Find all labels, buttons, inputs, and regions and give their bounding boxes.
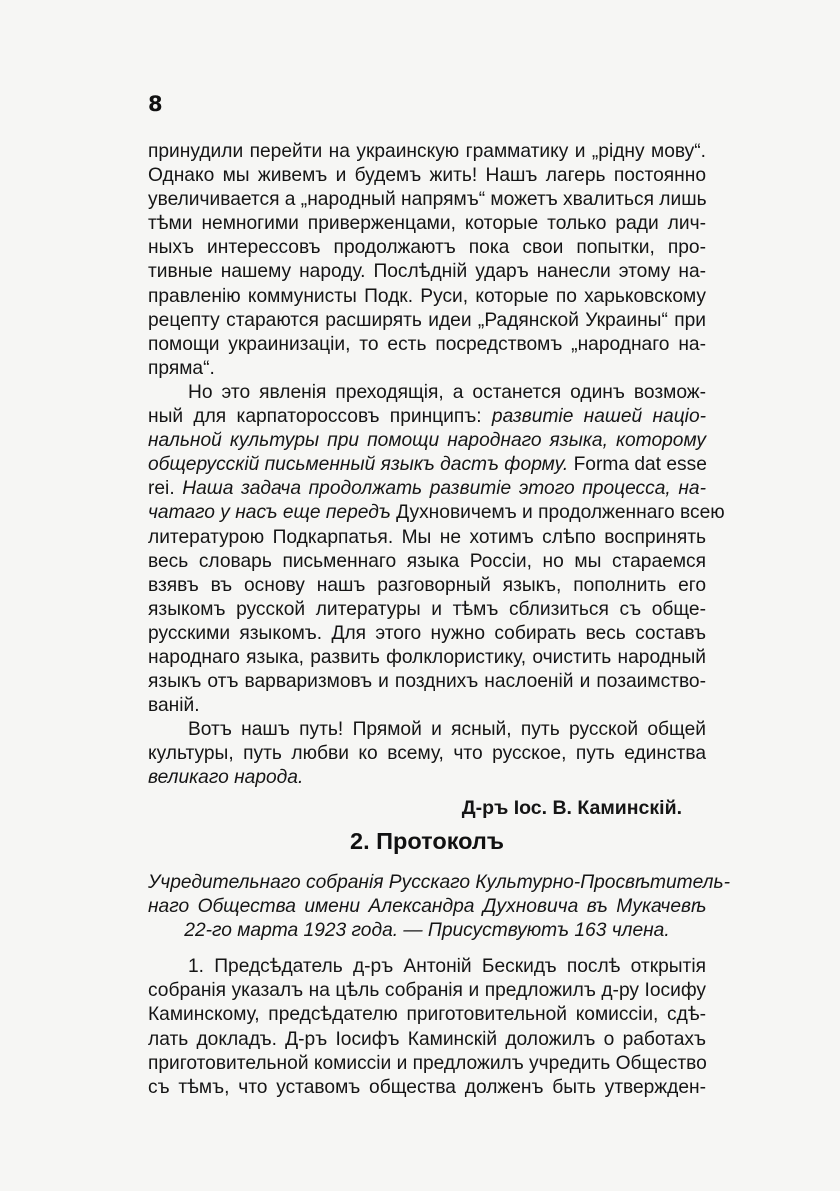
text-line: ваній. — [148, 695, 200, 717]
text-line — [148, 453, 706, 477]
italic-span: общерусскій письменный языкъ дастъ форму. — [148, 454, 569, 476]
text-line: Однако мы живемъ и будемъ жить! Нашъ лагерь постоянно — [148, 165, 706, 187]
text-line: рецепту стараются расширять идеи „Радянской Украины“ при — [148, 309, 706, 331]
italic-span: чатаго у насъ еще передъ — [148, 502, 391, 524]
text-line: помощи украинизаціи, то есть посредствомъ „народнаго на- — [148, 333, 706, 355]
protocol-body — [148, 871, 730, 1100]
text-line: лать докладъ. Д-ръ Іосифъ Каминскій доложилъ о работахъ — [148, 1028, 706, 1050]
text-line: Каминскому, предсѣдателю приготовительной комиссіи, сдѣ- — [148, 1004, 706, 1026]
text-line — [148, 405, 706, 429]
text-span: Forma dat esse — [568, 454, 707, 476]
text-line: нальной культуры при помощи народнаго языка, которому — [148, 430, 706, 452]
text-line: взявъ въ основу нашъ разговорный языкъ, пополнить его — [148, 574, 706, 596]
text-span: ный для карпатороссовъ принципъ: — [148, 406, 492, 428]
text-line: собранія указалъ на цѣль собранія и предложилъ д-ру Іосифу — [148, 980, 706, 1002]
text-line: 1. Предсѣдатель д-ръ Антоній Бескидъ послѣ открытія — [188, 956, 706, 978]
italic-span: развитіе нашей націо- — [491, 406, 706, 428]
text-span: rei. — [148, 478, 183, 500]
author-signature: Д-ръ Іос. В. Каминскій. — [461, 796, 682, 819]
section-heading: 2. Протоколъ — [350, 828, 504, 854]
text-line — [148, 477, 706, 501]
text-line: тивные нашему народу. Послѣдній ударъ нанесли этому на- — [148, 261, 706, 283]
text-line: пряма“. — [148, 357, 215, 379]
page-number: 8 — [148, 92, 163, 116]
text-span: Духновичемъ и продолженнаго всею — [390, 502, 725, 524]
text-line: народнаго языка, развить фолклористику, очистить народный — [148, 646, 706, 668]
spacer — [148, 943, 706, 955]
text-line: приготовительной комиссіи и предложилъ учредить Общество — [148, 1052, 707, 1074]
text-line: правленію коммунисты Подк. Руси, которые по харьковскому — [148, 285, 706, 307]
subtitle-line: Учредительнаго собранія Русскаго Культурно-Просвѣтитель- — [148, 872, 730, 893]
text-line: литературою Подкарпатья. Мы не хотимъ слѣпо воспринять — [148, 526, 706, 548]
text-line: ныхъ интерессовъ продолжаютъ пока свои попытки, про- — [148, 237, 706, 259]
text-line: русскими языкомъ. Для этого нужно собирать весь составъ — [148, 622, 706, 644]
italic-span: Наша задача продолжать развитіе этого процесса, на- — [182, 478, 706, 500]
text-line: съ тѣмъ, что уставомъ общества долженъ быть утвержден- — [148, 1076, 706, 1098]
text-line: принудили перейти на украинскую грамматику и „рідну мову“. — [148, 141, 706, 162]
subtitle-line: 22-го марта 1923 года. — Присуствуютъ 163 члена. — [184, 920, 670, 942]
text-line: увеличивается а „народный напрямъ“ можетъ хвалиться лишь — [148, 189, 707, 211]
text-line: культуры, путь любви ко всему, что русское, путь единства — [148, 743, 706, 765]
text-line: тѣми немногими приверженцами, которые только ради лич- — [148, 213, 706, 235]
text-line: Вотъ нашъ путь! Прямой и ясный, путь русской общей — [188, 719, 706, 741]
text-line: языкъ отъ варваризмовъ и позднихъ наслоеній и позаимство- — [148, 671, 706, 693]
subtitle-line: наго Общества имени Александра Духновича въ Мукачевѣ — [148, 896, 706, 918]
text-line: языкомъ русской литературы и тѣмъ сблизиться съ обще- — [148, 598, 706, 620]
essay-body — [148, 140, 725, 823]
text-line — [148, 501, 725, 525]
text-line: Но это явленія преходящія, а останется одинъ возмож- — [188, 381, 706, 403]
text-line: весь словарь письменнаго языка Россіи, но мы стараемся — [148, 550, 706, 572]
text-line: великаго народа. — [148, 767, 304, 789]
